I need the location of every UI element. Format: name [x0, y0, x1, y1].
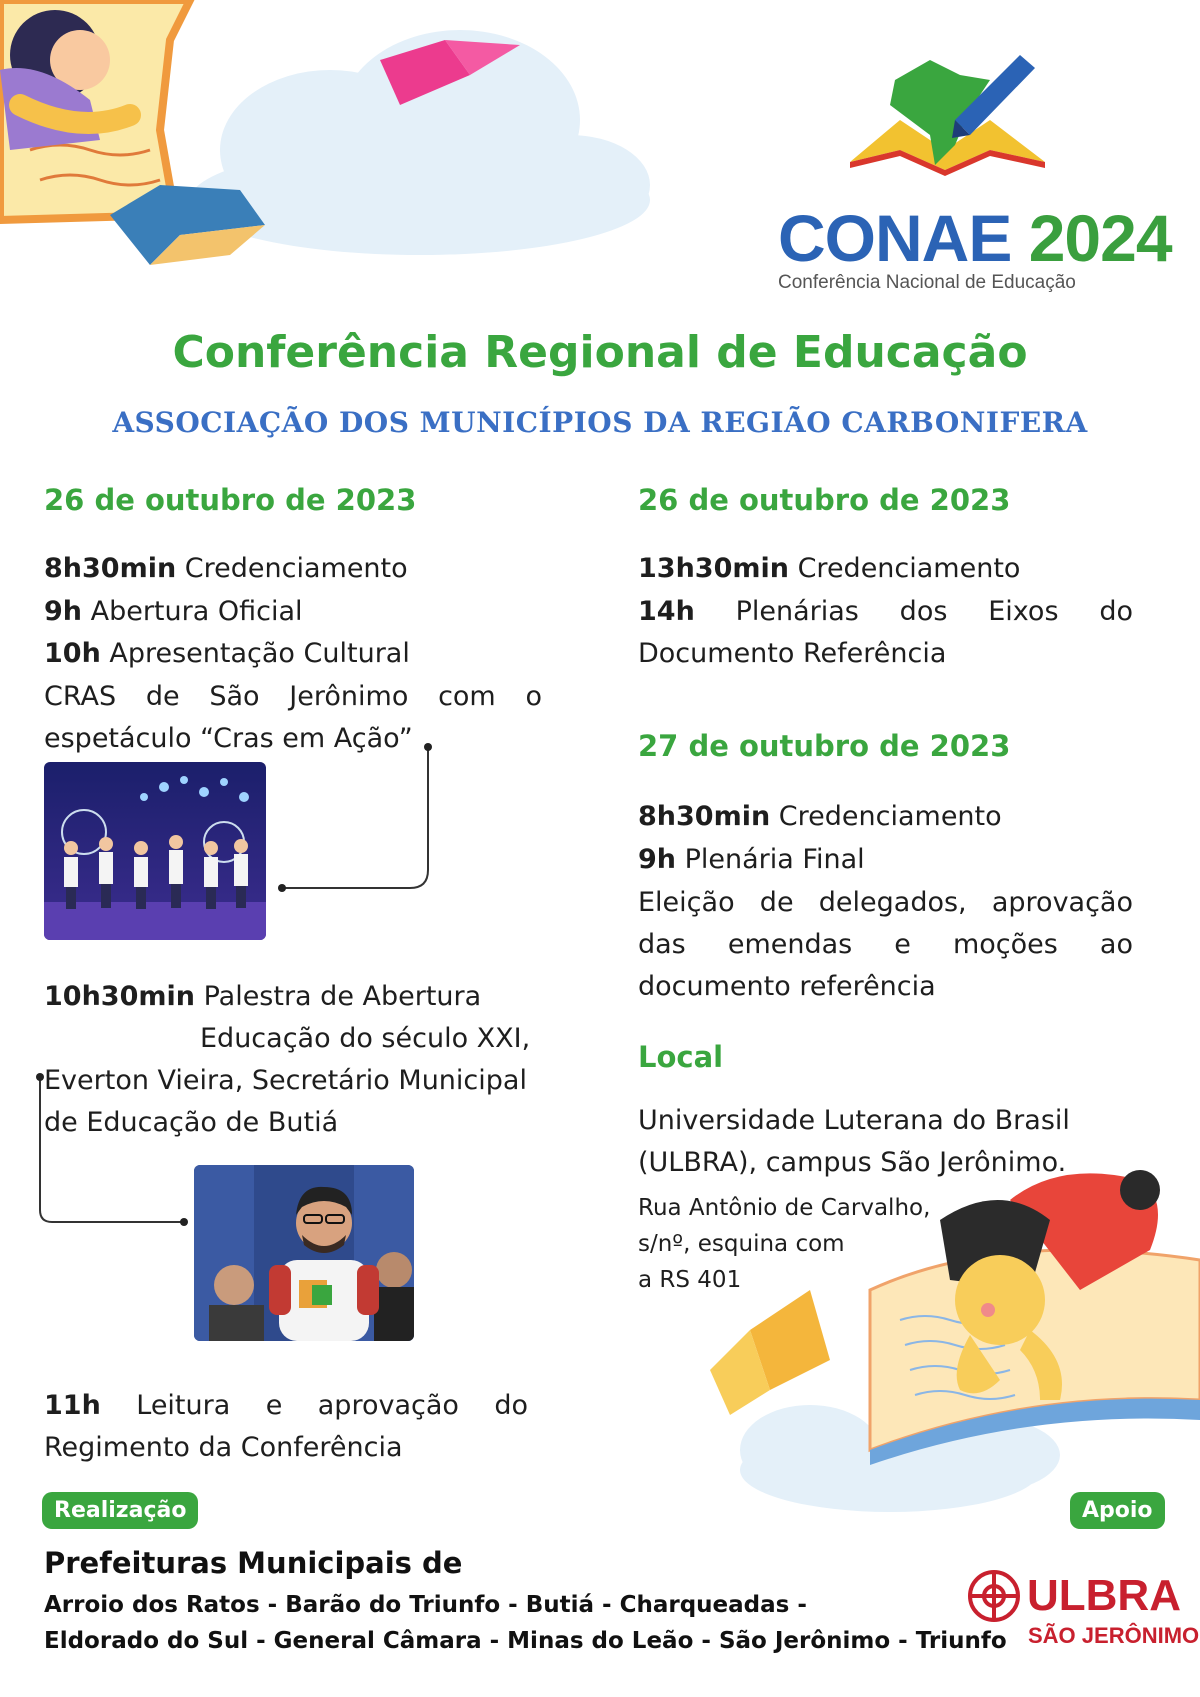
schedule-item-credenciamento-tarde [638, 548, 1020, 591]
schedule-time: 14h [638, 596, 695, 627]
schedule-time: 8h30min [44, 553, 177, 584]
schedule-item-credenciamento [44, 548, 408, 591]
schedule-text: Credenciamento [797, 553, 1021, 584]
schedule-time: 10h30min [44, 981, 195, 1012]
top-left-illustration [0, 0, 660, 290]
address-line1: Rua Antônio de Carvalho, [638, 1195, 931, 1221]
speaker-photo [194, 1165, 414, 1341]
palestra-line4: de Educação de Butiá [44, 1107, 339, 1138]
right-date-1: 26 de outubro de 2023 [638, 483, 1011, 517]
address-line2: s/nº, esquina com [638, 1231, 845, 1257]
address-line3: a RS 401 [638, 1267, 742, 1293]
ulbra-emblem-icon [966, 1568, 1022, 1624]
ulbra-logo-subtitle: SÃO JERÔNIMO [1028, 1623, 1200, 1648]
schedule-time: 9h [638, 844, 677, 875]
reading-child-illustration [700, 1160, 1200, 1520]
schedule-text: Palestra de Abertura [203, 981, 482, 1012]
connector-line [270, 740, 440, 900]
schedule-text: Plenárias dos Eixos do [735, 596, 1133, 627]
left-date: 26 de outubro de 2023 [44, 483, 417, 517]
ulbra-logo-text: ULBRA [1027, 1571, 1181, 1620]
schedule-time: 13h30min [638, 553, 789, 584]
schedule-text: Abertura Oficial [90, 596, 303, 627]
cras-description-line1: CRAS de São Jerônimo com o [44, 681, 542, 712]
schedule-item-abertura [44, 591, 303, 634]
connector-line [34, 1070, 194, 1230]
schedule-item-plenarias [638, 591, 1133, 634]
organizers-line1: Arroio dos Ratos - Barão do Triunfo - Butiá - Charqueadas - [44, 1592, 807, 1618]
schedule-item-apresentacao [44, 633, 410, 676]
schedule-item-credenciamento-dia27 [638, 796, 1002, 839]
schedule-text: Plenária Final [684, 844, 865, 875]
schedule-time: 8h30min [638, 801, 771, 832]
cras-performance-photo [44, 762, 266, 940]
organizers-title: Prefeituras Municipais de [44, 1546, 463, 1580]
local-line1: Universidade Luterana do Brasil [638, 1105, 1070, 1136]
right-date-2: 27 de outubro de 2023 [638, 729, 1011, 763]
eleicao-line3: documento referência [638, 971, 936, 1002]
schedule-time: 11h [44, 1390, 101, 1421]
eleicao-line1: Eleição de delegados, aprovação [638, 887, 1133, 918]
leitura-line2: Regimento da Conferência [44, 1432, 403, 1463]
eleicao-line2: das emendas e moções ao [638, 929, 1133, 960]
schedule-text: Credenciamento [184, 553, 408, 584]
plenarias-line2: Documento Referência [638, 638, 947, 669]
page-subtitle: ASSOCIAÇÃO DOS MUNICÍPIOS DA REGIÃO CARBONIFERA [112, 406, 1088, 439]
local-line2: (ULBRA), campus São Jerônimo. [638, 1147, 1067, 1178]
schedule-text: Leitura e aprovação do [136, 1390, 529, 1421]
schedule-time: 10h [44, 638, 101, 669]
page-title: Conferência Regional de Educação [172, 327, 1028, 378]
realizacao-badge: Realização [42, 1492, 198, 1529]
conae-logo-graphic [840, 50, 1060, 190]
cras-description-line2: espetáculo “Cras em Ação” [44, 723, 413, 754]
schedule-item-plenaria-final [638, 839, 865, 882]
conae-logo-title: CONAE 2024 [778, 201, 1172, 275]
local-heading: Local [638, 1040, 724, 1074]
conae-logo-subtitle: Conferência Nacional de Educação [778, 272, 1076, 293]
schedule-item-palestra [44, 976, 481, 1019]
schedule-text: Credenciamento [778, 801, 1002, 832]
palestra-line2: Educação do século XXI, [200, 1023, 531, 1054]
schedule-item-leitura [44, 1385, 528, 1428]
palestra-line3: Everton Vieira, Secretário Municipal [44, 1065, 527, 1096]
schedule-time: 9h [44, 596, 83, 627]
apoio-badge: Apoio [1070, 1492, 1165, 1529]
schedule-text: Apresentação Cultural [109, 638, 410, 669]
organizers-line2: Eldorado do Sul - General Câmara - Minas do Leão - São Jerônimo - Triunfo [44, 1628, 1007, 1654]
